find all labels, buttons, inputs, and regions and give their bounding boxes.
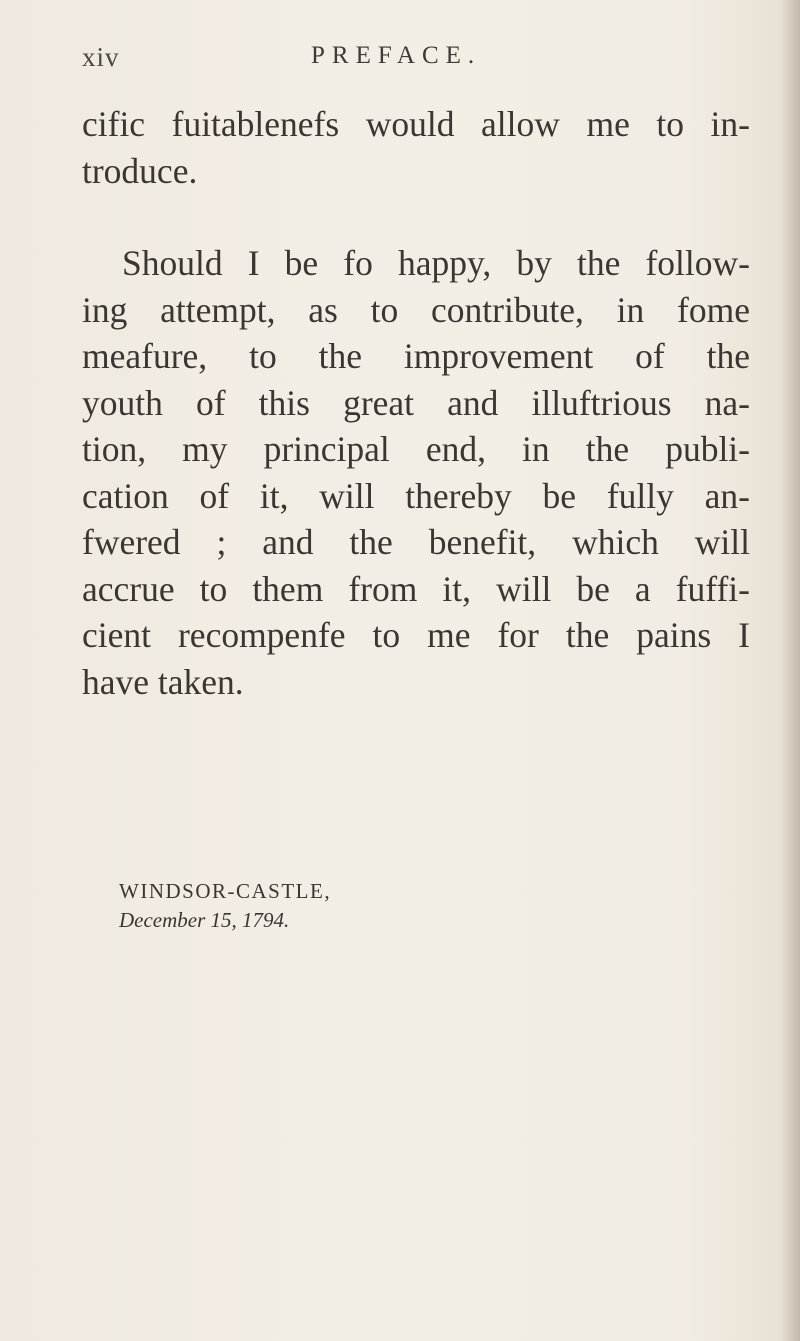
paragraph-2-line-3: meafure, to the improvement of the bbox=[82, 336, 750, 376]
signature-block bbox=[119, 877, 331, 935]
paragraph-1-line-1: cific fuitablenefs would allow me to in- bbox=[82, 104, 750, 144]
paragraph-2-line-5: tion, my principal end, in the publi- bbox=[82, 429, 750, 469]
paragraph-2-line-10: have taken. bbox=[82, 661, 244, 702]
running-head bbox=[82, 42, 722, 82]
paragraph-2-line-2: ing attempt, as to contribute, in fome bbox=[82, 289, 750, 330]
paragraph-2-line-1: Should I be fo happy, by the follow- bbox=[122, 243, 750, 283]
paragraph-2-line-4: youth of this great and illuftrious na- bbox=[82, 382, 750, 423]
running-head-title: PREFACE. bbox=[311, 42, 482, 69]
page-edge-shadow bbox=[782, 0, 800, 1341]
paragraph-gap bbox=[82, 194, 750, 240]
paragraph-2-line-7: fwered ; and the benefit, which will bbox=[82, 522, 750, 562]
body-text bbox=[82, 101, 750, 705]
paragraph-2-line-6: cation of it, will thereby be fully an- bbox=[82, 475, 750, 516]
paragraph-1-line-2: troduce. bbox=[82, 150, 198, 191]
page-number: xiv bbox=[82, 42, 120, 72]
signature-date: December 15, 1794. bbox=[119, 908, 290, 932]
signature-place: WINDSOR-CASTLE, bbox=[119, 879, 332, 903]
paragraph-2-line-9: cient recompenfe to me for the pains I bbox=[82, 615, 750, 655]
paragraph-2-line-8: accrue to them from it, will be a fuffi- bbox=[82, 568, 750, 609]
